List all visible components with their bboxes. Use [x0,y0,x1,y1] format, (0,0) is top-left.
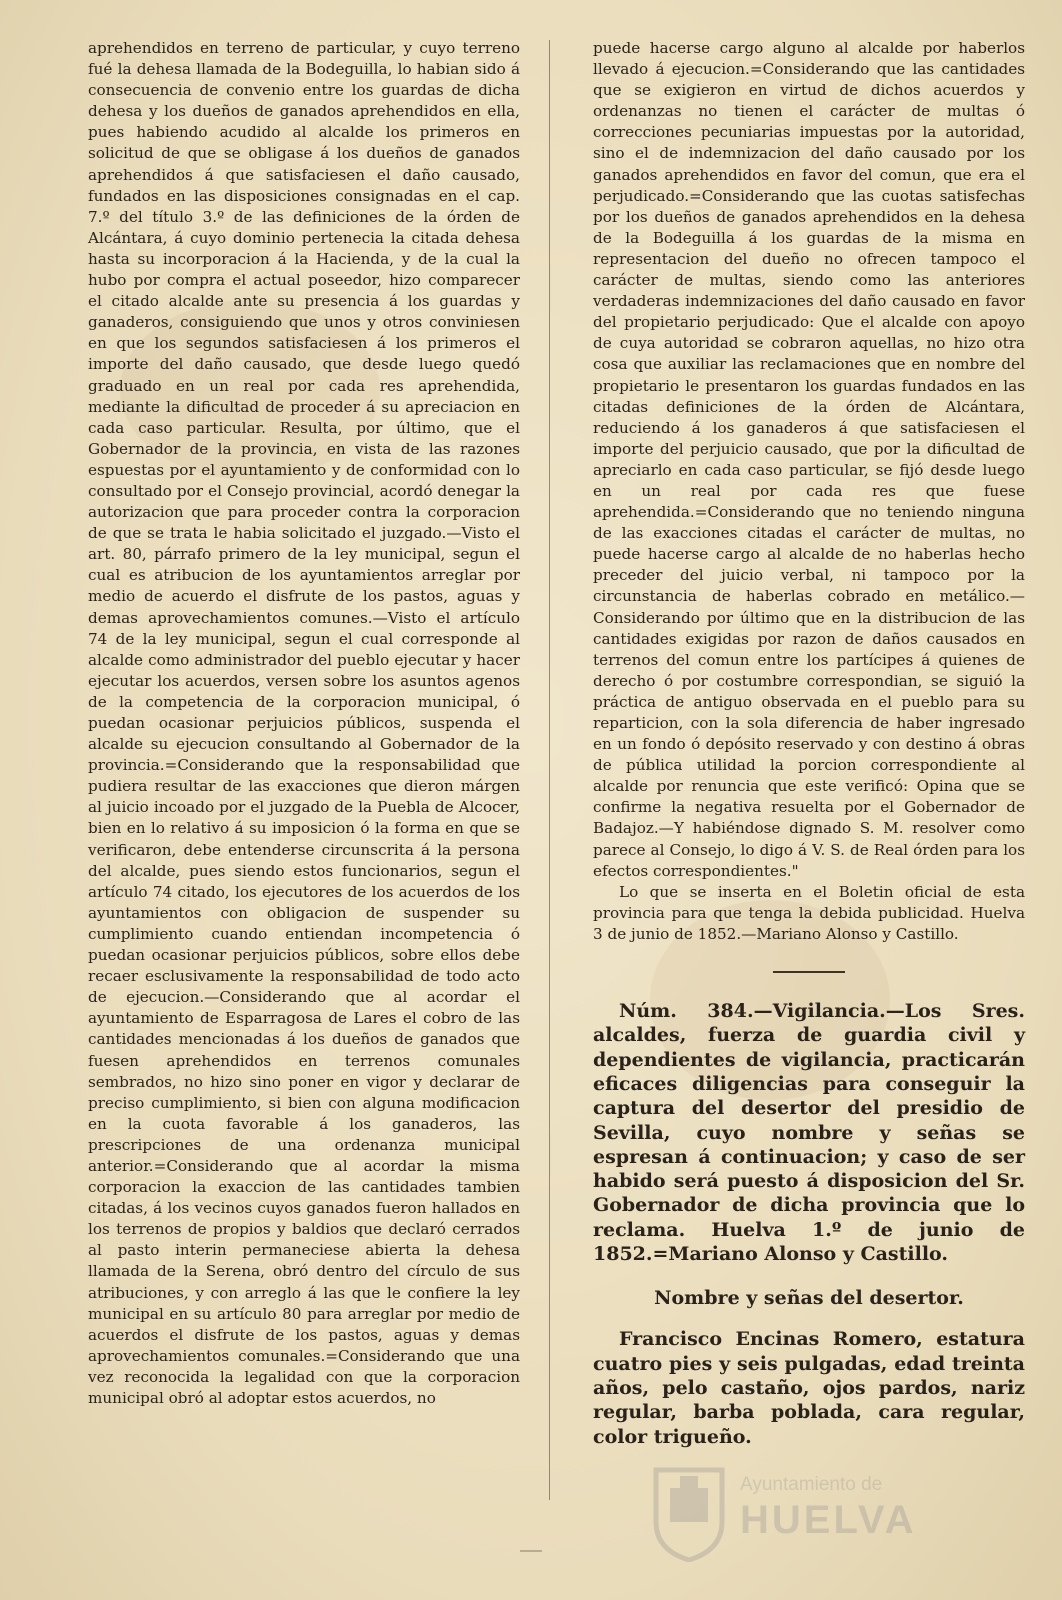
watermark-line-1: Ayuntamiento de [740,1474,883,1495]
ayuntamiento-huelva-watermark [650,1462,990,1562]
section-separator [773,971,845,973]
right-column-continuation: puede hacerse cargo alguno al alcalde por haberlos llevado á ejecucion.=Considerando que las cantidades que se exigieron en virtud de dichos acuerdos y ordenanzas no tienen el carácter de multas ó correcciones pecuniarias impuestas por la autoridad, sino el de indemnizacion del daño causado por los ganados aprehendidos en favor del comun, que era el perjudicado.=Considerando que las cuotas satisfechas por los dueños de ganados aprehendidos en la dehesa de la Bodeguilla á los guardas de la misma en representacion del dueño no ofrecen tampoco el carácter de multas, siendo como las anteriores verdaderas indemnizaciones del daño causado en favor del propietario perjudicado: Que el alcalde con apoyo de cuya autoridad se cobraron aquellas, no hizo otra cosa que auxiliar las reclamaciones que en nombre del propietario le presentaron los guardas fundados en las citadas definiciones de la órden de Alcántara, reduciendo á los ganaderos á que satisfaciesen el importe del perjuicio causado, que por la dificultad de apreciarlo en cada caso particular, se fijó desde luego en un real por cada res que fuese aprehendida.=Considerando que no teniendo ninguna de las exacciones citadas el carácter de multas, no puede hacerse cargo al alcalde de no haberlas hecho preceder del juicio verbal, ni tampoco por la circunstancia de haberlas cobrado en metálico.—Considerando por último que en la distribucion de las cantidades exigidas por razon de daños causados en terrenos del comun entre los partícipes á quienes de derecho ó por costumbre correspondian, se siguió la práctica de antiguo observada en el pueblo para su reparticion, con la sola diferencia de haber ingresado en un fondo ó depósito reservado y con destino á obras de pública utilidad la porcion correspondiente al alcalde por renuncia que este verificó: Opina que se confirme la negativa resuelta por el Gobernador de Badajoz.—Y habiéndose dignado S. M. resolver como parece al Consejo, lo digo á V. S. de Real órden para los efectos correspondientes." [593,39,1025,880]
watermark-line-2: HUELVA [740,1498,917,1542]
right-column [593,38,1025,1449]
insertion-note: Lo que se inserta en el Boletin oficial de esta provincia para que tenga la debida publicidad. Huelva 3 de junio de 1852.—Mariano Alonso y Castillo. [593,882,1025,943]
left-column [88,38,520,1409]
page-mark [520,1550,542,1552]
deserter-heading: Nombre y señas del desertor. [654,1287,964,1310]
left-column-text: aprehendidos en terreno de particular, y cuyo terreno fué la dehesa llamada de la Bodeguilla, lo habian sido á consecuencia de convenio entre los guardas de dicha dehesa y los dueños de ganados aprehendidos en ella, pues habiendo acudido al alcalde los primeros en solicitud de que se obligase á los dueños de ganados aprehendidos á que satisfaciesen el daño causado, fundados en las disposiciones consignadas en el cap. 7.º del título 3.º de las definiciones de la órden de Alcántara, á cuyo dominio pertenecia la citada dehesa hasta su incorporacion á la Hacienda, y de la cual la hubo por compra el actual poseedor, hizo comparecer el citado alcalde ante su presencia á los guardas y ganaderos, consiguiendo que unos y otros conviniesen en que los segundos satisfaciesen á los primeros el importe del daño causado, que desde luego quedó graduado en un real por cada res aprehendida, mediante la dificultad de proceder á su apreciacion en cada caso particular. Resulta, por último, que el Gobernador de la provincia, en vista de las razones espuestas por el ayuntamiento y de conformidad con lo consultado por el Consejo provincial, acordó denegar la autorizacion que para proceder contra la corporacion de que se trata le habia solicitado el juzgado.—Visto el art. 80, párrafo primero de la ley municipal, segun el cual es atribucion de los ayuntamientos arreglar por medio de acuerdo el disfrute de los pastos, aguas y demas aprovechamientos comunes.—Visto el artículo 74 de la ley municipal, segun el cual corresponde al alcalde como administrador del pueblo ejecutar y hacer ejecutar los acuerdos, versen sobre los asuntos agenos de la competencia de la corporacion municipal, ó puedan ocasionar perjuicios públicos, suspenda el alcalde su ejecucion consultando al Gobernador de la provincia.=Considerando que la responsabilidad que pudiera resultar de las exacciones que dieron márgen al juicio incoado por el juzgado de la Puebla de Alcocer, bien en lo relativo á su imposicion ó la forma en que se verificaron, debe entenderse circunscrita á la persona del alcalde, pues siendo estos funcionarios, segun el artículo 74 citado, los ejecutores de los acuerdos de los ayuntamientos con obligacion de suspender su cumplimiento cuando entiendan incompetencia ó puedan ocasionar perjuicios públicos, sobre ellos debe recaer esclusivamente la responsabilidad de todo acto de ejecucion.—Considerando que al acordar el ayuntamiento de Esparragosa de Lares el cobro de las cantidades mencionadas á los dueños de ganados que fuesen aprehendidos en terrenos comunales sembrados, no hizo sino poner en vigor y declarar de preciso cumplimiento, si bien con alguna modificacion en la cuota favorable á los ganaderos, las prescripciones de una ordenanza municipal anterior.=Considerando que al acordar la misma corporacion la exaccion de las cantidades tambien citadas, á los vecinos cuyos ganados fueron hallados en los terrenos de propios y baldios que declaró cerrados al pasto interin permaneciese abierta la dehesa llamada de la Serena, obró dentro del círculo de sus atribuciones, y con arreglo á las que le confiere la ley municipal en su artículo 80 para arreglar por medio de acuerdos el disfrute de los pastos, aguas y demas aprovechamientos comunales.=Considerando que una vez reconocida la legalidad con que la corporacion municipal obró al adoptar estos acuerdos, no [88,39,520,1407]
shield-icon [650,1462,728,1562]
vigilance-notice: Núm. 384.—Vigilancia.—Los Sres. alcaldes, fuerza de guardia civil y dependientes de vigilancia, practicarán eficaces diligencias para conseguir la captura del desertor del presidio de Sevilla, cuyo nombre y señas se espresan á continuacion; y caso de ser habido será puesto á disposicion del Sr. Gobernador de dicha provincia que lo reclama. Huelva 1.º de junio de 1852.=Mariano Alonso y Castillo. [593,1000,1025,1265]
column-divider [549,40,550,1500]
deserter-description: Francisco Encinas Romero, estatura cuatro pies y seis pulgadas, edad treinta años, pelo castaño, ojos pardos, nariz regular, barba poblada, cara regular, color trigueño. [593,1328,1025,1448]
